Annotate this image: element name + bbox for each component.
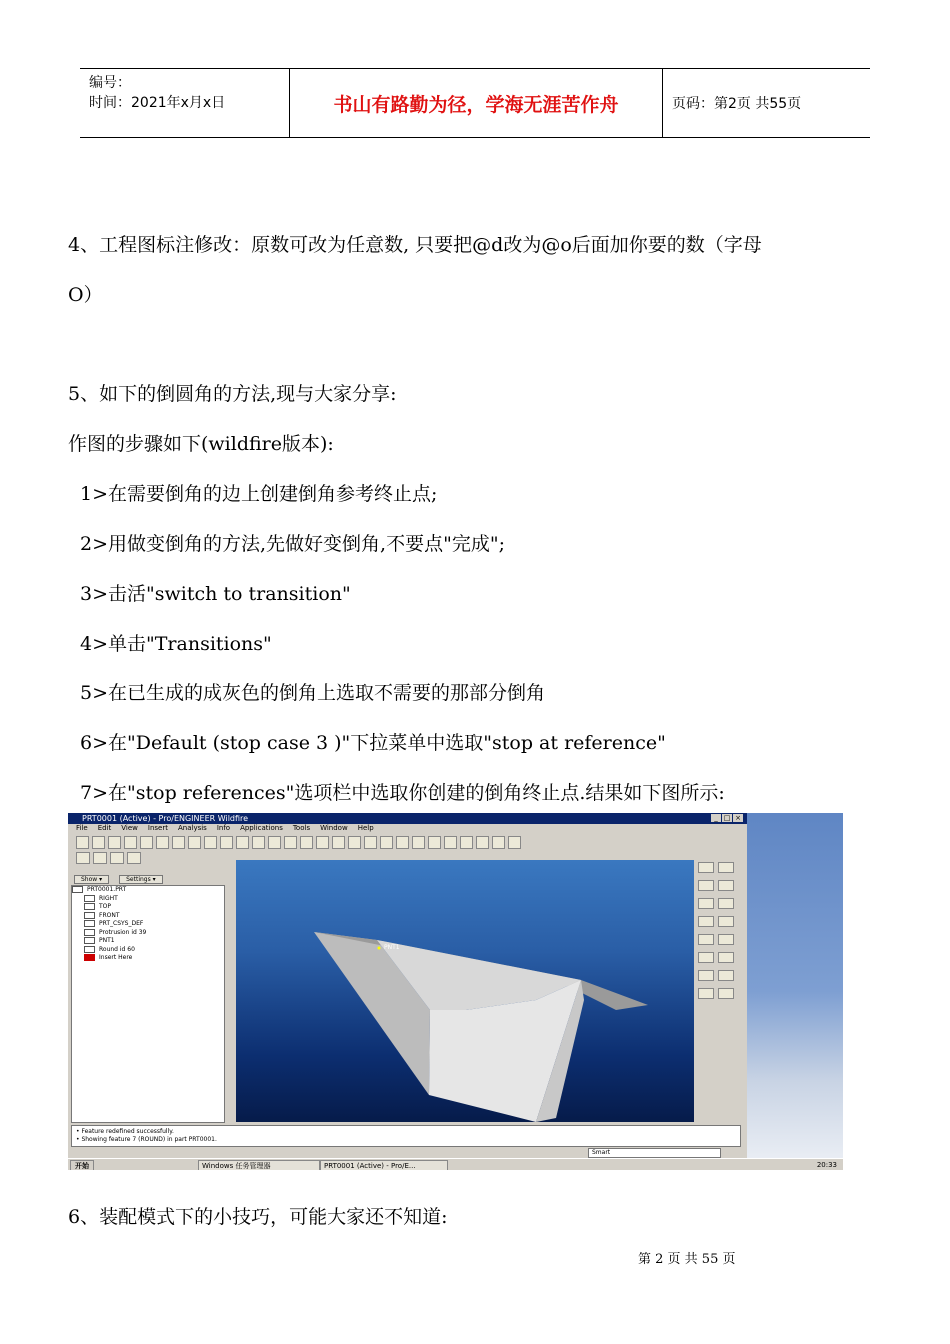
tree-item[interactable]: PNT1 — [72, 937, 224, 946]
insert-arrow-icon — [84, 954, 95, 961]
window-controls — [711, 814, 743, 822]
menu-window[interactable]: Window — [320, 824, 348, 832]
redo-icon[interactable] — [188, 836, 201, 849]
cut-icon[interactable] — [156, 836, 169, 849]
layers-icon[interactable] — [364, 836, 377, 849]
email-icon[interactable] — [140, 836, 153, 849]
shading-icon[interactable] — [444, 836, 457, 849]
header-motto: 书山有路勤为径，学海无涯苦作舟 — [290, 69, 663, 137]
draft-tool-icon[interactable] — [698, 970, 714, 981]
orient-icon[interactable] — [332, 836, 345, 849]
step-4: 4>单击"Transitions" — [80, 633, 272, 655]
hole-tool-icon[interactable] — [718, 934, 734, 945]
menu-analysis[interactable]: Analysis — [177, 824, 207, 832]
start-button[interactable]: 开始 — [70, 1160, 94, 1170]
repaint-icon[interactable] — [252, 836, 265, 849]
extrude-tool-icon[interactable] — [718, 916, 734, 927]
menu-view[interactable]: View — [121, 824, 138, 832]
axis-tool-icon[interactable] — [718, 862, 734, 873]
tree-item[interactable]: FRONT — [72, 912, 224, 921]
csys-icon[interactable] — [508, 836, 521, 849]
saved-views-icon[interactable] — [348, 836, 361, 849]
history-icon[interactable] — [127, 852, 141, 864]
plane-icon — [84, 895, 95, 902]
hidden-line-icon[interactable] — [412, 836, 425, 849]
step-6: 6>在"Default (stop case 3 )"下拉菜单中选取"stop at reference" — [80, 732, 666, 754]
header-page-info: 页码：第2页 共55页 — [672, 96, 802, 112]
status-bar — [68, 1147, 747, 1158]
print-icon[interactable] — [124, 836, 137, 849]
step-3: 3>击活"switch to transition" — [80, 583, 351, 605]
step-1: 1>在需要倒角的边上创建倒角参考终止点; — [80, 483, 438, 505]
paragraph-6-title: 6、装配模式下的小技巧，可能大家还不知道: — [68, 1206, 448, 1228]
tree-item[interactable]: PRT_CSYS_DEF — [72, 920, 224, 929]
time-label: 时间：2021年x月x日 — [89, 95, 226, 111]
datum-axis-icon[interactable] — [476, 836, 489, 849]
folder-icon[interactable] — [93, 852, 107, 864]
menu-tools[interactable]: Tools — [292, 824, 311, 832]
zoom-out-icon[interactable] — [300, 836, 313, 849]
window-titlebar — [68, 813, 747, 824]
shell-tool-icon[interactable] — [698, 952, 714, 963]
filter-select[interactable]: Smart — [588, 1148, 721, 1158]
wireframe-icon[interactable] — [396, 836, 409, 849]
proe-screenshot — [68, 813, 843, 1170]
main-toolbar — [76, 833, 736, 851]
show-tab[interactable]: Show ▾ — [74, 875, 109, 884]
page-header — [80, 68, 870, 138]
find-icon[interactable] — [220, 836, 233, 849]
plane-icon — [84, 903, 95, 910]
tree-item[interactable]: Protrusion id 39 — [72, 929, 224, 938]
taskbar-proe[interactable]: PRT0001 (Active) - Pro/E... — [320, 1160, 448, 1170]
menu-applications[interactable]: Applications — [240, 824, 283, 832]
csys-tool-icon[interactable] — [698, 898, 714, 909]
tree-item[interactable]: TOP — [72, 903, 224, 912]
part-model — [236, 860, 694, 1122]
protrusion-icon — [84, 929, 95, 936]
tree-item[interactable]: Insert Here — [72, 954, 224, 963]
chamfer-tool-icon[interactable] — [698, 988, 714, 999]
taskbar-task-manager[interactable]: Windows 任务管理器 — [198, 1160, 320, 1170]
step-5: 5>在已生成的成灰色的倒角上选取不需要的那部分倒角 — [80, 682, 546, 704]
menu-info[interactable]: Info — [216, 824, 231, 832]
model-tree-icon[interactable] — [76, 852, 90, 864]
step-2: 2>用做变倒角的方法,先做好变倒角,不要点"完成"; — [80, 533, 505, 555]
graphics-window[interactable] — [236, 860, 694, 1122]
paragraph-4-line-2: O） — [68, 284, 103, 306]
windows-taskbar — [68, 1158, 843, 1170]
revolve-tool-icon[interactable] — [698, 934, 714, 945]
sketch-tool-icon[interactable] — [698, 916, 714, 927]
new-icon[interactable] — [76, 836, 89, 849]
menu-file[interactable]: File — [76, 824, 88, 832]
regenerate-icon[interactable] — [204, 836, 217, 849]
message-line: • Feature redefined successfully. — [76, 1128, 174, 1135]
number-label: 编号： — [89, 75, 131, 91]
pattern-tool-icon[interactable] — [718, 988, 734, 999]
curve-tool-icon[interactable] — [698, 880, 714, 891]
rib-tool-icon[interactable] — [718, 952, 734, 963]
tree-item[interactable]: PRT0001.PRT — [72, 886, 224, 895]
view-manager-icon[interactable] — [380, 836, 393, 849]
secondary-toolbar — [76, 851, 216, 865]
minimize-icon[interactable]: _ — [711, 814, 721, 822]
close-icon[interactable]: × — [733, 814, 743, 822]
open-icon[interactable] — [92, 836, 105, 849]
model-tree-tabs — [74, 875, 163, 884]
menu-help[interactable]: Help — [357, 824, 374, 832]
zoom-in-icon[interactable] — [284, 836, 297, 849]
paragraph-4-line-1: 4、工程图标注修改：原数可改为任意数, 只要把@d改为@o后面加你要的数（字母 — [68, 234, 762, 256]
settings-tab[interactable]: Settings ▾ — [119, 875, 163, 884]
point-label: PNT1 — [384, 944, 400, 951]
menu-bar — [68, 824, 747, 833]
menu-edit[interactable]: Edit — [97, 824, 112, 832]
no-hidden-icon[interactable] — [428, 836, 441, 849]
maximize-icon[interactable]: □ — [723, 814, 731, 822]
window-title: PRT0001 (Active) - Pro/ENGINEER Wildfire — [82, 814, 249, 823]
save-icon[interactable] — [108, 836, 121, 849]
datum-plane-icon[interactable] — [460, 836, 473, 849]
select-icon[interactable] — [236, 836, 249, 849]
spin-icon[interactable] — [268, 836, 281, 849]
tree-item[interactable]: RIGHT — [72, 895, 224, 904]
step-7: 7>在"stop references"选项栏中选取你创建的倒角终止点.结果如下图所示: — [80, 782, 725, 804]
point-tool-icon[interactable] — [718, 880, 734, 891]
tree-item[interactable]: Round id 60 — [72, 946, 224, 955]
undo-icon[interactable] — [172, 836, 185, 849]
message-area — [71, 1125, 741, 1147]
refit-icon[interactable] — [316, 836, 329, 849]
datum-point-icon — [378, 947, 381, 950]
paragraph-5-intro: 作图的步骤如下(wildfire版本): — [68, 433, 334, 455]
menu-insert[interactable]: Insert — [147, 824, 168, 832]
header-meta — [80, 69, 290, 137]
taskbar-clock: 20:33 — [816, 1161, 837, 1169]
message-line: • Showing feature 7 (ROUND) in part PRT0001. — [76, 1136, 217, 1143]
datum-point-icon[interactable] — [492, 836, 505, 849]
round-tool-icon[interactable] — [718, 970, 734, 981]
page-footer: 第 2 页 共 55 页 — [638, 1252, 736, 1267]
part-icon — [72, 886, 83, 893]
favorites-icon[interactable] — [110, 852, 124, 864]
point-icon — [84, 937, 95, 944]
desktop-background — [747, 813, 843, 1170]
csys-icon — [84, 920, 95, 927]
feature-toolbar — [696, 860, 742, 1122]
model-tree — [71, 885, 225, 1123]
plane-tool-icon[interactable] — [698, 862, 714, 873]
plane-icon — [84, 912, 95, 919]
paragraph-5-title: 5、如下的倒圆角的方法,现与大家分享: — [68, 383, 397, 405]
analysis-tool-icon[interactable] — [718, 898, 734, 909]
round-icon — [84, 946, 95, 953]
